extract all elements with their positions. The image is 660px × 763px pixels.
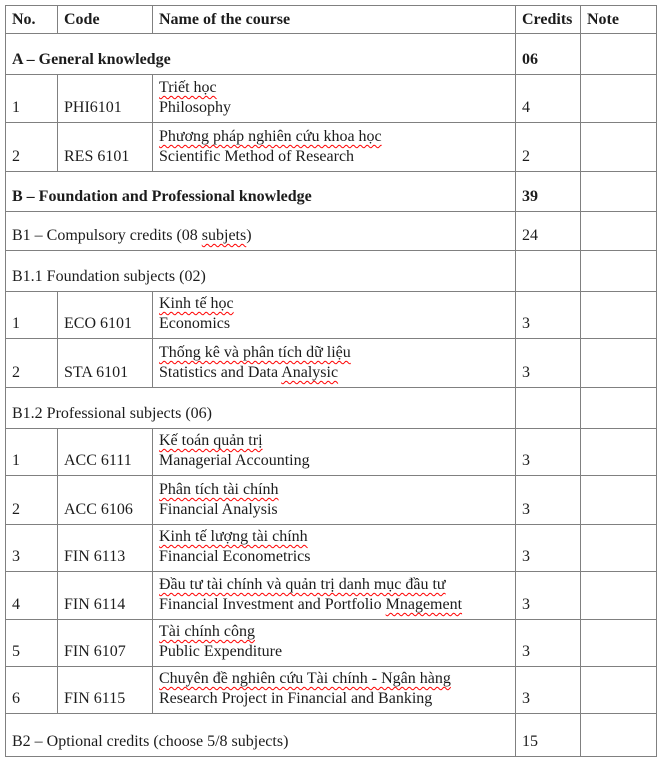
section-label: B1 – Compulsory credits (08 (12, 227, 202, 244)
table-row (6, 572, 657, 620)
note-cell (581, 292, 657, 339)
note-cell (581, 172, 657, 212)
note-cell (581, 339, 657, 388)
course-code-cell: FIN 6113 (58, 525, 153, 572)
course-name-english: Scientific Method of Research (159, 148, 355, 165)
course-code-cell: RES 6101 (58, 123, 153, 172)
course-name-english: Research Project in Financial and Banking (159, 690, 433, 707)
table-row (6, 714, 657, 757)
credits-cell: 06 (516, 34, 581, 75)
table-row (6, 339, 657, 388)
header-name: Name of the course (153, 6, 516, 34)
course-name-english: Public Expenditure (159, 643, 283, 660)
row-number-cell: 6 (6, 667, 58, 714)
course-name-cell (153, 476, 516, 525)
course-name-vietnamese: Đầu tư tài chính và quản trị danh mục đầu tư (159, 576, 446, 593)
header-credits: Credits (516, 6, 581, 34)
course-name-vietnamese: Triết học (159, 79, 217, 96)
note-cell (581, 388, 657, 429)
note-cell (581, 123, 657, 172)
course-code-cell: FIN 6114 (58, 572, 153, 620)
course-name-english: Financial Analysis (159, 501, 278, 518)
table-row (6, 620, 657, 667)
row-number-cell: 1 (6, 75, 58, 123)
header-code: Code (58, 6, 153, 34)
note-cell (581, 525, 657, 572)
table-row (6, 251, 657, 292)
credits-cell: 3 (516, 572, 581, 620)
credits-cell (516, 388, 581, 429)
credits-cell: 3 (516, 476, 581, 525)
note-cell (581, 251, 657, 292)
credits-cell (516, 251, 581, 292)
course-code-cell: STA 6101 (58, 339, 153, 388)
table-row (6, 34, 657, 75)
course-code-cell: ECO 6101 (58, 292, 153, 339)
table-row (6, 172, 657, 212)
section-label-cell (6, 212, 516, 251)
table-row (6, 212, 657, 251)
credits-cell: 3 (516, 429, 581, 476)
course-name-english: Philosophy (159, 99, 232, 116)
section-label-cell (6, 388, 516, 429)
section-label: B1.2 Professional subjects (06) (12, 405, 212, 422)
course-name-cell (153, 75, 516, 123)
course-code-cell: FIN 6115 (58, 667, 153, 714)
section-label-cell (6, 251, 516, 292)
course-name-english: Financial Investment and Portfolio Mnagement (159, 596, 463, 613)
note-cell (581, 75, 657, 123)
credits-cell: 39 (516, 172, 581, 212)
credits-cell: 3 (516, 525, 581, 572)
course-name-english: Economics (159, 315, 231, 332)
table-row (6, 525, 657, 572)
course-name-vietnamese: Tài chính công (159, 623, 255, 640)
section-label: A – General knowledge (12, 51, 171, 68)
course-name-cell (153, 429, 516, 476)
section-label: B – Foundation and Professional knowledge (12, 188, 312, 205)
course-name-english: Managerial Accounting (159, 452, 310, 469)
course-name-english: Statistics and Data Analysic (159, 364, 339, 381)
course-name-cell (153, 292, 516, 339)
row-number-cell: 2 (6, 476, 58, 525)
course-name-vietnamese: Thống kê và phân tích dữ liệu (159, 344, 351, 361)
credits-cell: 3 (516, 667, 581, 714)
table-row (6, 75, 657, 123)
note-cell (581, 667, 657, 714)
course-name-cell (153, 339, 516, 388)
course-name-vietnamese: Kế toán quản trị (159, 432, 263, 449)
section-label: B1.1 Foundation subjects (02) (12, 268, 206, 285)
credits-cell: 4 (516, 75, 581, 123)
course-name-vietnamese: Chuyên đề nghiên cứu Tài chính - Ngân hàng (159, 670, 451, 687)
section-label-end: ) (246, 227, 252, 244)
header-note: Note (581, 6, 657, 34)
course-name-cell (153, 667, 516, 714)
course-code-cell: PHI6101 (58, 75, 153, 123)
table-row (6, 388, 657, 429)
row-number-cell: 5 (6, 620, 58, 667)
credits-cell: 15 (516, 714, 581, 757)
credits-cell: 3 (516, 620, 581, 667)
credits-cell: 3 (516, 292, 581, 339)
row-number-cell: 3 (6, 525, 58, 572)
note-cell (581, 34, 657, 75)
row-number-cell: 2 (6, 339, 58, 388)
credits-cell: 3 (516, 339, 581, 388)
misspelled-word: subjets (201, 227, 247, 244)
table-header-row (6, 6, 657, 34)
course-name-english: Financial Econometrics (159, 548, 311, 565)
course-name-vietnamese: Phân tích tài chính (159, 481, 279, 498)
section-label: B2 – Optional credits (choose 5/8 subjects) (12, 733, 289, 750)
course-name-cell (153, 620, 516, 667)
note-cell (581, 714, 657, 757)
credits-cell: 24 (516, 212, 581, 251)
course-name-vietnamese: Kinh tế học (159, 295, 234, 312)
row-number-cell: 4 (6, 572, 58, 620)
section-label-cell (6, 172, 516, 212)
course-code-cell: FIN 6107 (58, 620, 153, 667)
credits-cell: 2 (516, 123, 581, 172)
section-label-cell (6, 714, 516, 757)
course-name-vietnamese: Phương pháp nghiên cứu khoa học (159, 128, 382, 145)
header-no: No. (6, 6, 58, 34)
course-curriculum-table (5, 5, 657, 757)
row-number-cell: 1 (6, 292, 58, 339)
table-row (6, 123, 657, 172)
table-row (6, 292, 657, 339)
row-number-cell: 1 (6, 429, 58, 476)
note-cell (581, 620, 657, 667)
note-cell (581, 212, 657, 251)
note-cell (581, 476, 657, 525)
course-code-cell: ACC 6106 (58, 476, 153, 525)
table-row (6, 667, 657, 714)
course-code-cell: ACC 6111 (58, 429, 153, 476)
table-row (6, 429, 657, 476)
note-cell (581, 572, 657, 620)
course-name-cell (153, 123, 516, 172)
section-label-cell (6, 34, 516, 75)
table-row (6, 476, 657, 525)
course-name-cell (153, 525, 516, 572)
misspelled-word: Analysic (281, 364, 339, 381)
misspelled-word: Mnagement (385, 596, 463, 613)
course-name-vietnamese: Kinh tế lượng tài chính (159, 528, 308, 545)
row-number-cell: 2 (6, 123, 58, 172)
course-name-cell (153, 572, 516, 620)
note-cell (581, 429, 657, 476)
